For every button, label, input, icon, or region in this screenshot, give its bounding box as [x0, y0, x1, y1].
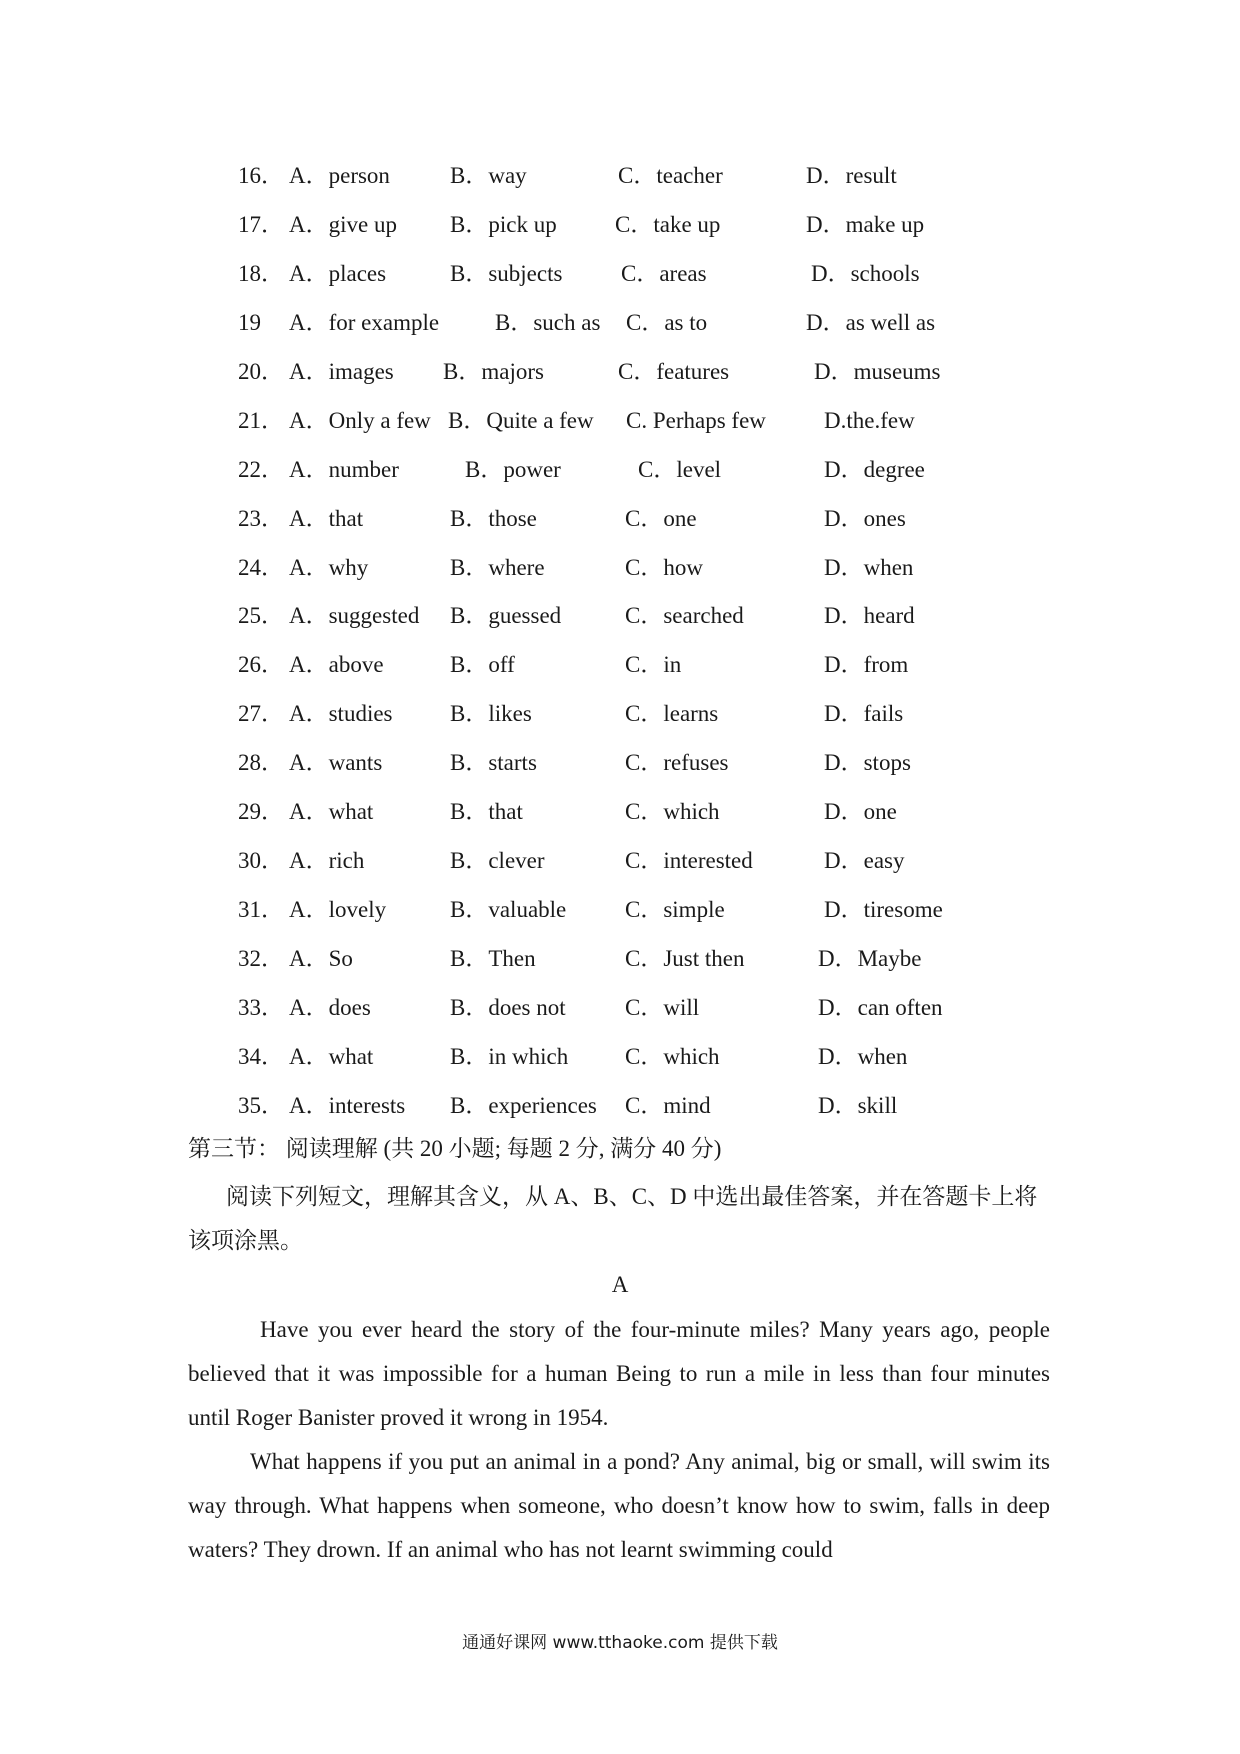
- question-row: [238, 201, 1038, 250]
- option-a: A．places: [289, 260, 387, 286]
- option-a: A．So: [289, 946, 353, 971]
- section-instructions: 阅读下列短文，理解其含义，从 A、B、C、D 中选出最佳答案，并在答题卡上将该项涂黑。: [188, 1184, 1038, 1253]
- question-row: [238, 886, 1038, 935]
- option-d: D．fails: [824, 701, 904, 727]
- question-row: [238, 837, 1038, 886]
- option-b: B．subjects: [450, 260, 563, 286]
- question-number: 26．: [238, 652, 284, 678]
- option-c: C．refuses: [625, 750, 729, 776]
- option-d: D．skill: [818, 1092, 898, 1118]
- option-d: D．museums: [814, 358, 941, 384]
- option-c: C．learns: [625, 701, 719, 727]
- section-heading: 第三节： 阅读理解 (共 20 小题; 每题 2 分, 满分 40 分): [188, 1136, 722, 1161]
- option-b: B．Quite a few: [448, 407, 594, 433]
- option-c: C．interested: [625, 848, 753, 874]
- option-d: D．schools: [811, 260, 920, 286]
- option-a: A．for example: [289, 309, 440, 335]
- question-row: [238, 495, 1038, 544]
- question-row: [238, 641, 1038, 690]
- option-a: A．number: [289, 456, 399, 482]
- option-c: C．searched: [625, 603, 744, 629]
- question-row: [238, 250, 1038, 299]
- option-b: B．guessed: [450, 603, 562, 629]
- question-row: [238, 544, 1038, 593]
- option-b: B．pick up: [450, 211, 557, 237]
- question-row: [238, 984, 1038, 1033]
- option-b: B．experiences: [450, 1092, 597, 1118]
- option-a: A．person: [289, 163, 390, 188]
- option-d: D．when: [824, 554, 914, 580]
- option-b: B．such as: [495, 309, 601, 335]
- option-b: B．in which: [450, 1043, 569, 1069]
- question-number: 32．: [238, 946, 284, 971]
- question-number: 28．: [238, 750, 284, 776]
- question-number: 24．: [238, 554, 284, 580]
- option-a: A．interests: [289, 1092, 406, 1118]
- option-a: A．lovely: [289, 897, 387, 923]
- option-d: D．when: [818, 1043, 908, 1069]
- option-b: B．majors: [443, 358, 544, 384]
- passage-paragraph: Have you ever heard the story of the four-minute miles? Many years ago, people believed that it was impossible for a human Being to run a mile in less than four minutes until Roger Banister proved it wrong in 1954.: [188, 1317, 1050, 1430]
- question-number: 33．: [238, 994, 284, 1020]
- question-number: 17．: [238, 211, 284, 237]
- option-a: A．wants: [289, 750, 383, 776]
- option-c: C．one: [625, 505, 697, 531]
- option-b: B．that: [450, 799, 523, 825]
- question-row: [238, 592, 1038, 641]
- option-a: A．Only a few: [289, 407, 431, 433]
- question-row: [238, 1033, 1038, 1082]
- question-number: 25．: [238, 603, 284, 629]
- question-row: [238, 348, 1038, 397]
- option-a: A．does: [289, 994, 371, 1020]
- option-b: B．those: [450, 505, 537, 531]
- option-c: C．as to: [626, 309, 708, 335]
- option-b: B．power: [465, 456, 561, 482]
- option-a: A．why: [289, 554, 369, 580]
- option-c: C．which: [625, 799, 720, 825]
- question-number: 35．: [238, 1092, 284, 1118]
- option-d: D．heard: [824, 603, 915, 629]
- option-c: C．features: [618, 358, 730, 384]
- option-c: C．in: [625, 652, 682, 678]
- option-c: C．take up: [615, 211, 721, 237]
- option-d: D．degree: [824, 456, 925, 482]
- passage-paragraph: What happens if you put an animal in a pond? Any animal, big or small, will swim its way through. What happens when someone, who doesn’t know how to swim, falls in deep waters? They drown. If an animal who has not learnt swimming could: [188, 1449, 1050, 1562]
- question-number: 18．: [238, 260, 284, 286]
- question-number: 20．: [238, 358, 284, 384]
- question-number: 19: [238, 309, 261, 335]
- option-a: A．studies: [289, 701, 393, 727]
- question-row: [238, 446, 1038, 495]
- option-b: B．likes: [450, 701, 532, 727]
- question-number: 27．: [238, 701, 284, 727]
- option-d: D．easy: [824, 848, 905, 874]
- question-row: [238, 152, 1038, 201]
- option-a: A．give up: [289, 211, 397, 237]
- question-number: 16．: [238, 163, 284, 188]
- question-row: [238, 1082, 1038, 1131]
- question-number: 29．: [238, 799, 284, 825]
- option-a: A．that: [289, 505, 364, 531]
- option-d: D．one: [824, 799, 897, 825]
- option-c: C．areas: [621, 260, 707, 286]
- option-b: B．where: [450, 554, 545, 580]
- option-b: B．does not: [450, 994, 566, 1020]
- question-number: 34．: [238, 1043, 284, 1069]
- question-row: [238, 299, 1038, 348]
- option-d: D．stops: [824, 750, 911, 776]
- question-number: 22．: [238, 456, 284, 482]
- option-c: C．simple: [625, 897, 725, 923]
- option-a: A．what: [289, 799, 374, 825]
- option-b: B．Then: [450, 946, 536, 971]
- option-a: A．above: [289, 652, 384, 678]
- option-d: D．from: [824, 652, 909, 678]
- option-d: D．as well as: [806, 309, 936, 335]
- option-c: C．teacher: [618, 163, 723, 188]
- question-number: 23．: [238, 505, 284, 531]
- page-footer: 通通好课网 www.tthaoke.com 提供下载: [462, 1633, 778, 1653]
- question-row: [238, 397, 1038, 446]
- option-a: A．suggested: [289, 603, 420, 629]
- option-b: B．clever: [450, 848, 545, 874]
- option-c: C．will: [625, 994, 700, 1020]
- option-c: C. Perhaps few: [626, 407, 766, 433]
- question-row: [238, 788, 1038, 837]
- question-row: [238, 690, 1038, 739]
- option-c: C．level: [638, 456, 722, 482]
- cloze-options-list: [238, 152, 1038, 1131]
- option-d: D．result: [806, 163, 897, 188]
- option-d: D．can often: [818, 994, 943, 1020]
- option-d: D．Maybe: [818, 946, 922, 971]
- option-c: C．Just then: [625, 946, 745, 971]
- question-row: [238, 935, 1038, 984]
- option-a: A．rich: [289, 848, 365, 874]
- option-a: A．what: [289, 1043, 374, 1069]
- option-b: B．way: [450, 163, 527, 188]
- option-a: A．images: [289, 358, 394, 384]
- option-b: B．off: [450, 652, 515, 678]
- option-b: B．valuable: [450, 897, 567, 923]
- option-d: D．ones: [824, 505, 906, 531]
- option-d: D.the.few: [824, 407, 915, 433]
- option-c: C．which: [625, 1043, 720, 1069]
- option-d: D．tiresome: [824, 897, 943, 923]
- option-b: B．starts: [450, 750, 537, 776]
- option-c: C．how: [625, 554, 703, 580]
- question-number: 30．: [238, 848, 284, 874]
- question-row: [238, 739, 1038, 788]
- question-number: 21．: [238, 407, 284, 433]
- option-c: C．mind: [625, 1092, 711, 1118]
- passage-label: A: [611, 1272, 629, 1297]
- question-number: 31．: [238, 897, 284, 923]
- option-d: D．make up: [806, 211, 925, 237]
